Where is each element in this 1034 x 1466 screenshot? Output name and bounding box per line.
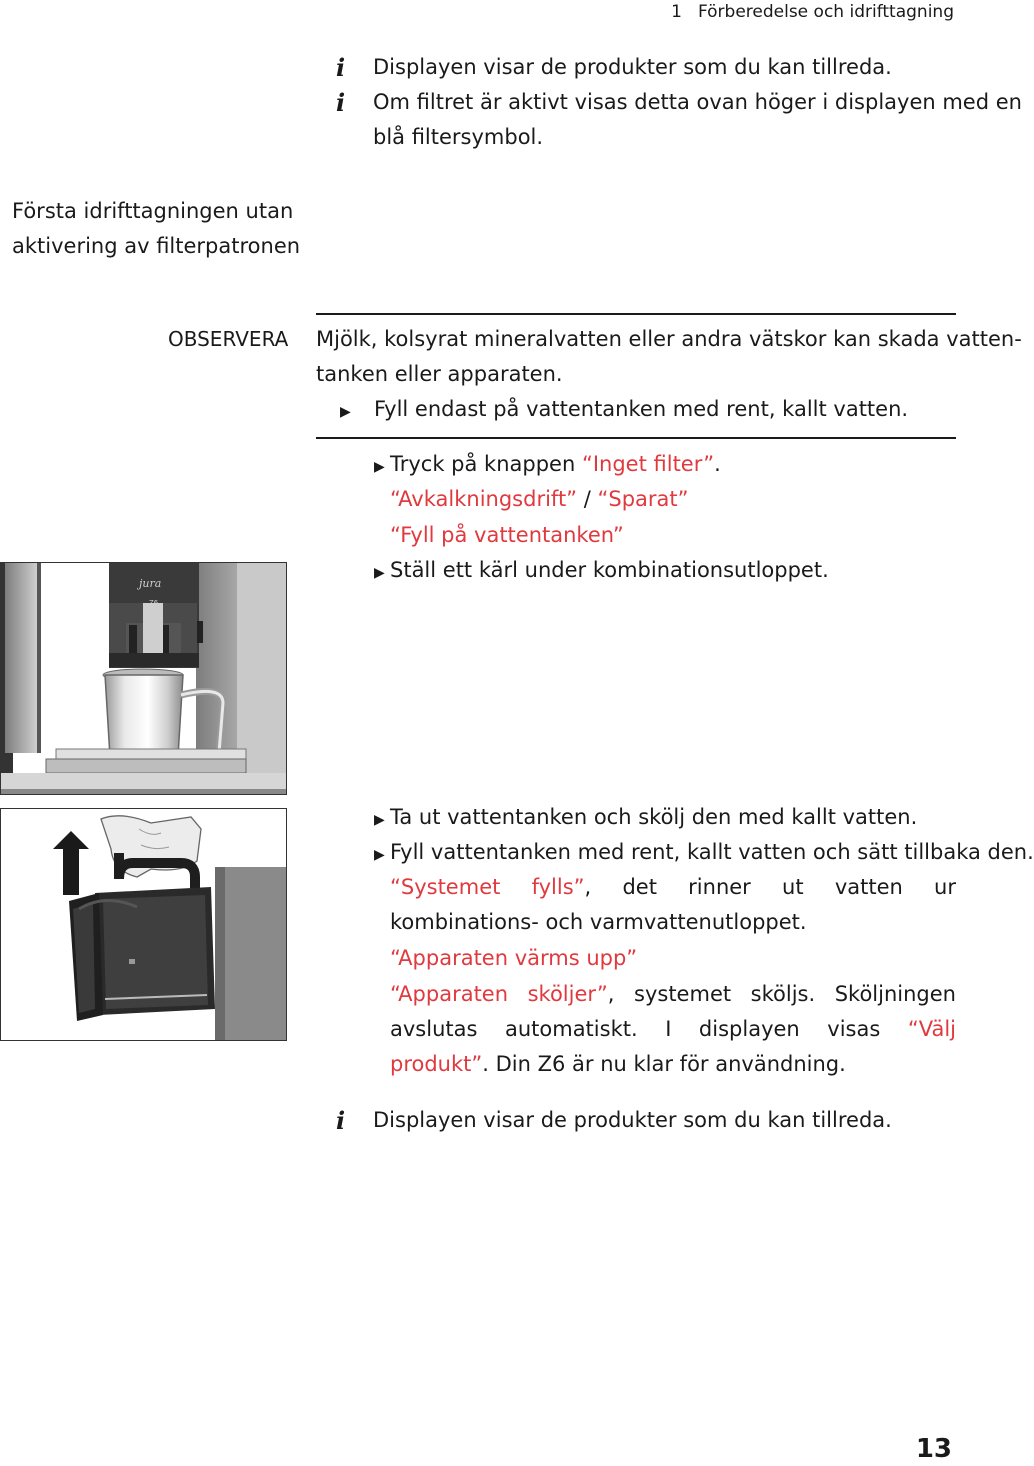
coffee-machine-drawing xyxy=(1,563,286,794)
step-item xyxy=(374,800,917,838)
info-text: Displayen visar de produkter som du kan tillreda. xyxy=(373,55,892,79)
section-heading xyxy=(12,194,300,264)
step-text: Ställ ett kärl under kombinationsutloppet. xyxy=(390,558,829,582)
chapter-title: Förberedelse och idrifttagning xyxy=(697,2,954,22)
display-message: “Apparaten sköljer” xyxy=(390,982,608,1006)
step-text: , det rinner ut vatten ur kombinations- och varmvattenutloppet. xyxy=(390,875,956,934)
notice-top-rule xyxy=(316,313,956,315)
heading-line: aktivering av filterpatronen xyxy=(12,234,301,258)
step-item xyxy=(374,835,1034,873)
notice-action: Fyll endast på vattentanken med rent, kallt vatten. xyxy=(374,397,909,421)
step-text: . Din Z6 är nu klar för användning. xyxy=(482,1052,846,1076)
notice-text: tanken eller apparaten. xyxy=(316,362,563,386)
coffee-machine-illustration xyxy=(0,562,287,795)
step-item xyxy=(374,553,829,591)
display-message: “Systemet fylls” xyxy=(390,875,585,899)
notice-text: Mjölk, kolsyrat mineralvatten eller andra vätskor kan skada vatten- xyxy=(316,327,1022,351)
display-paragraph xyxy=(390,977,956,1082)
step-item xyxy=(374,447,721,485)
display-message: “Välj produkt” xyxy=(390,1017,956,1076)
water-tank-illustration xyxy=(0,808,287,1041)
bullet-triangle-icon: ▶ xyxy=(374,812,385,828)
step-text: , systemet sköljs. Sköljningen avslutas automatiskt. I displayen visas xyxy=(390,982,956,1041)
bullet-triangle-icon: ▶ xyxy=(374,847,385,863)
page-number: 13 xyxy=(915,1434,952,1464)
info-text: blå filtersymbol. xyxy=(373,125,544,149)
heading-line: Första idrifttagningen utan xyxy=(12,199,294,223)
display-message: “Sparat” xyxy=(597,487,689,511)
info-icon: i xyxy=(336,1106,346,1135)
display-message: “Fyll på vattentanken” xyxy=(390,523,624,547)
model-label: Z6 xyxy=(149,599,159,607)
running-header xyxy=(671,2,954,22)
step-text: . xyxy=(714,452,721,476)
info-text: Om filtret är aktivt visas detta ovan höger i displayen med en xyxy=(373,90,1022,114)
water-tank-drawing xyxy=(1,809,286,1040)
notice-label: OBSERVERA xyxy=(168,327,289,351)
bullet-triangle-icon: ▶ xyxy=(374,459,385,475)
display-message: “Avkalkningsdrift” xyxy=(390,487,578,511)
info-icon: i xyxy=(336,53,346,82)
step-text: Fyll vattentanken med rent, kallt vatten och sätt tillbaka den. xyxy=(390,840,1034,864)
step-text: Ta ut vattentanken och skölj den med kallt vatten. xyxy=(390,805,918,829)
bullet-triangle-icon: ▶ xyxy=(340,404,351,420)
display-message: “Apparaten värms upp” xyxy=(390,946,638,970)
display-paragraph xyxy=(390,870,956,940)
chapter-number: 1 xyxy=(671,2,682,22)
info-icon: i xyxy=(336,88,346,117)
display-line xyxy=(390,482,689,517)
separator: / xyxy=(577,487,598,511)
step-text: Tryck på knappen xyxy=(390,452,582,476)
info-text: Displayen visar de produkter som du kan tillreda. xyxy=(373,1108,892,1132)
bullet-triangle-icon: ▶ xyxy=(374,565,385,581)
brand-logo: jura xyxy=(139,577,162,590)
notice-bottom-rule xyxy=(316,437,956,439)
display-message: “Inget filter” xyxy=(581,452,715,476)
